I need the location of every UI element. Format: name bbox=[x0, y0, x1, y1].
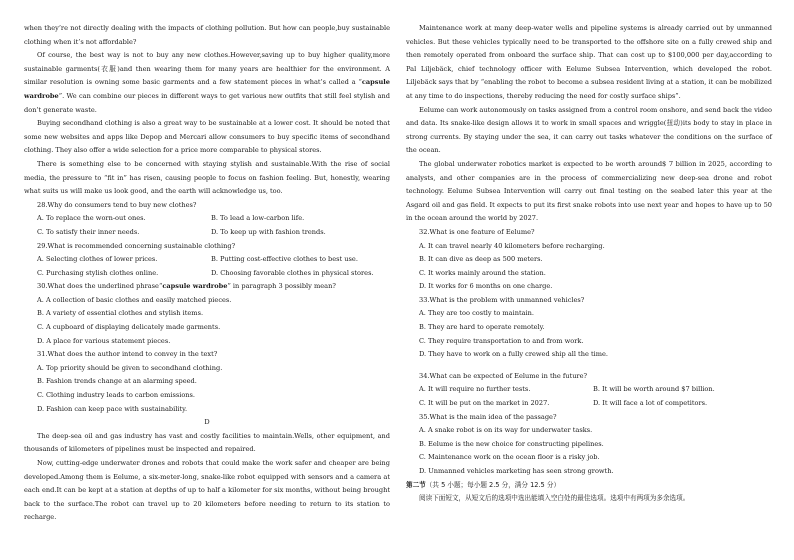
option-c: C. It will be put on the market in 2027. bbox=[419, 399, 550, 408]
option-c: C. Maintenance work on the ocean floor is a risky job. bbox=[419, 453, 600, 462]
option-a: A. They are too costly to maintain. bbox=[419, 309, 535, 318]
passage-c-paragraph: when they’re not directly dealing with the impacts of clothing pollution. But how can people,buy sustainable clothing when it’s not affordable? bbox=[24, 24, 390, 46]
question-28 bbox=[24, 199, 390, 240]
section-2-instruction: 阅读下面短文，从短文后的选项中选出能填入空白处的最佳选项。选项中有两项为多余选项。 bbox=[419, 494, 690, 503]
option-b: B. Fashion trends change at an alarming speed. bbox=[37, 377, 197, 386]
section-2-title: 第二节 bbox=[406, 480, 426, 489]
option-b: B. It will be worth around $7 billion. bbox=[593, 385, 715, 394]
passage-d-paragraph: Now, cutting-edge underwater drones and robots that could make the work safer and cheaper are being developed.Among them is Eelume, a six-meter-long, snake-like robot equipped with sensors and a camera at each end.It can be kept at a station at depths of up to half a kilometer for six months, without being brought back to the surface.The robot can travel up to 20 kilometers before needing to return to its station to recharge. bbox=[24, 459, 390, 522]
option-c: C. They require transportation to and from work. bbox=[419, 336, 584, 345]
question-stem: 32.What is one feature of Eelume? bbox=[419, 227, 535, 236]
option-b: B. To lead a low-carbon life. bbox=[211, 214, 305, 223]
option-c: C. Purchasing stylish clothes online. bbox=[37, 268, 159, 277]
question-34 bbox=[406, 370, 772, 411]
option-d: D. They have to work on a fully crewed ship all the time. bbox=[419, 350, 608, 359]
section-2-heading bbox=[406, 479, 772, 493]
passage-d-paragraph: The deep-sea oil and gas industry has vast and costly facilities to maintain.Wells, other equipment, and thousands of kilometers of pipelines must be inspected and repaired. bbox=[24, 431, 390, 454]
option-a: A. Top priority should be given to secondhand clothing. bbox=[37, 363, 223, 372]
option-d: D. A place for various statement pieces. bbox=[37, 336, 171, 345]
question-30 bbox=[24, 280, 390, 348]
option-d: D. To keep up with fashion trends. bbox=[211, 227, 326, 236]
section-2-scoring: （共 5 小题；每小题 2.5 分，满分 12.5 分） bbox=[425, 480, 561, 489]
passage-c-paragraph: There is something else to be concerned with staying stylish and sustainable.With the rise of social media, the pressure to “fit in” has risen, causing people to focus on fashion feeling. But, honestly, wearing what suits us will make us look good, and the earth will acknowledge us, too. bbox=[24, 159, 390, 196]
option-a: A. It will require no further tests. bbox=[419, 385, 531, 394]
underlined-phrase: capsule wardrobe bbox=[162, 282, 228, 291]
option-c: C. To satisfy their inner needs. bbox=[37, 227, 140, 236]
option-b: B. Eelume is the new choice for constructing pipelines. bbox=[419, 439, 604, 448]
question-stem: 29.What is recommended concerning sustainable clothing? bbox=[37, 241, 236, 250]
option-b: B. It can dive as deep as 500 meters. bbox=[419, 255, 543, 264]
left-column bbox=[24, 22, 390, 525]
option-c: C. Clothing industry leads to carbon emissions. bbox=[37, 391, 196, 400]
question-29 bbox=[24, 240, 390, 281]
option-d: D. It will face a lot of competitors. bbox=[593, 399, 708, 408]
question-stem: 34.What can be expected of Eelume in the future? bbox=[419, 371, 588, 380]
question-stem: 30.What does the underlined phrase“capsule wardrobe” in paragraph 3 possibly mean? bbox=[37, 282, 336, 291]
right-column bbox=[406, 22, 772, 506]
section-heading-d: D bbox=[204, 418, 210, 427]
question-stem: 33.What is the problem with unmanned vehicles? bbox=[419, 295, 585, 304]
passage-d-paragraph: The global underwater robotics market is expected to be worth around$ 7 billion in 2025, according to analysts, and other companies are in the process of commercializing new deep-sea drone and robot technology. Eelume Subsea Intervention will carry out final testing on the seabed later this year at the Asgard oil and gas field. It expects to put its first snake robots into use next year and hopes to have up to 50 in the ocean around the world by 2027. bbox=[406, 159, 772, 223]
capsule-wardrobe-phrase: capsule wardrobe bbox=[24, 78, 390, 100]
passage-d-paragraph: Maintenance work at many deep-water wells and pipeline systems is already carried out by unmanned vehicles. But these vehicles typically need to be transported to the offshore site on a fully crewed ship and then remotely operated from onboard the surface ship. That can cost up to $100,000 per day,according to Pal Liljebäck, chief technology officer with Eelume Subsea Intervention, which developed the robot. Liljebäck says that by “enabling the robot to become a subsea resident living at a station, it can be mobilized at any time to do inspections, thereby reducing the need for costly surface ships”. bbox=[406, 24, 772, 100]
option-b: B. Putting cost-effective clothes to best use. bbox=[211, 255, 358, 264]
option-c: C. It works mainly around the station. bbox=[419, 268, 546, 277]
question-stem: 31.What does the author intend to convey in the text? bbox=[37, 350, 218, 359]
option-a: A. Selecting clothes of lower prices. bbox=[37, 255, 158, 264]
question-32 bbox=[406, 226, 772, 294]
passage-d-paragraph: Eelume can work autonomously on tasks assigned from a control room onshore, and send back the video and data. Its snake-like design allows it to work in small spaces and wriggle(扭动)its body to stay in place in strong currents. By staying under the sea, it can carry out tasks whatever the conditions on the surface of the ocean. bbox=[406, 105, 772, 155]
question-stem: 35.What is the main idea of the passage? bbox=[419, 412, 557, 421]
option-b: B. A variety of essential clothes and stylish items. bbox=[37, 309, 204, 318]
question-31 bbox=[24, 348, 390, 416]
option-d: D. Choosing favorable clothes in physical stores. bbox=[211, 268, 374, 277]
option-c: C. A cupboard of displaying delicately made garments. bbox=[37, 323, 221, 332]
question-33 bbox=[406, 294, 772, 362]
option-a: A. It can travel nearly 40 kilometers before recharging. bbox=[419, 241, 605, 250]
option-b: B. They are hard to operate remotely. bbox=[419, 323, 545, 332]
option-d: D. It works for 6 months on one charge. bbox=[419, 282, 553, 291]
question-stem: 28.Why do consumers tend to buy new clothes? bbox=[37, 200, 197, 209]
option-d: D. Unmanned vehicles marketing has seen strong growth. bbox=[419, 467, 614, 475]
question-35 bbox=[406, 411, 772, 479]
passage-c-paragraph: Of course, the best way is not to buy any new clothes.However,saving up to buy higher quality,more sustainable garments(衣服)and then wearing them for many years are healthier for the environment. A similar resolution is owning some basic garments and a few statement pieces in what’s called a “capsule wardrobe”. We can combine our pieces in different ways to get various new outfits that still feel stylish and don’t generate waste. bbox=[24, 51, 390, 114]
option-d: D. Fashion can keep pace with sustainability. bbox=[37, 404, 188, 413]
option-a: A. A collection of basic clothes and easily matched pieces. bbox=[37, 295, 232, 304]
option-a: A. To replace the worn-out ones. bbox=[37, 214, 146, 223]
passage-c-paragraph: Buying secondhand clothing is also a great way to be sustainable at a lower cost. It should be noted that some new websites and apps like Depop and Mercari allow consumers to buy specific items of secondhand clothing. They also offer a wide selection for a price more comparable to physical stores. bbox=[24, 119, 390, 155]
option-a: A. A snake robot is on its way for underwater tasks. bbox=[419, 426, 593, 435]
